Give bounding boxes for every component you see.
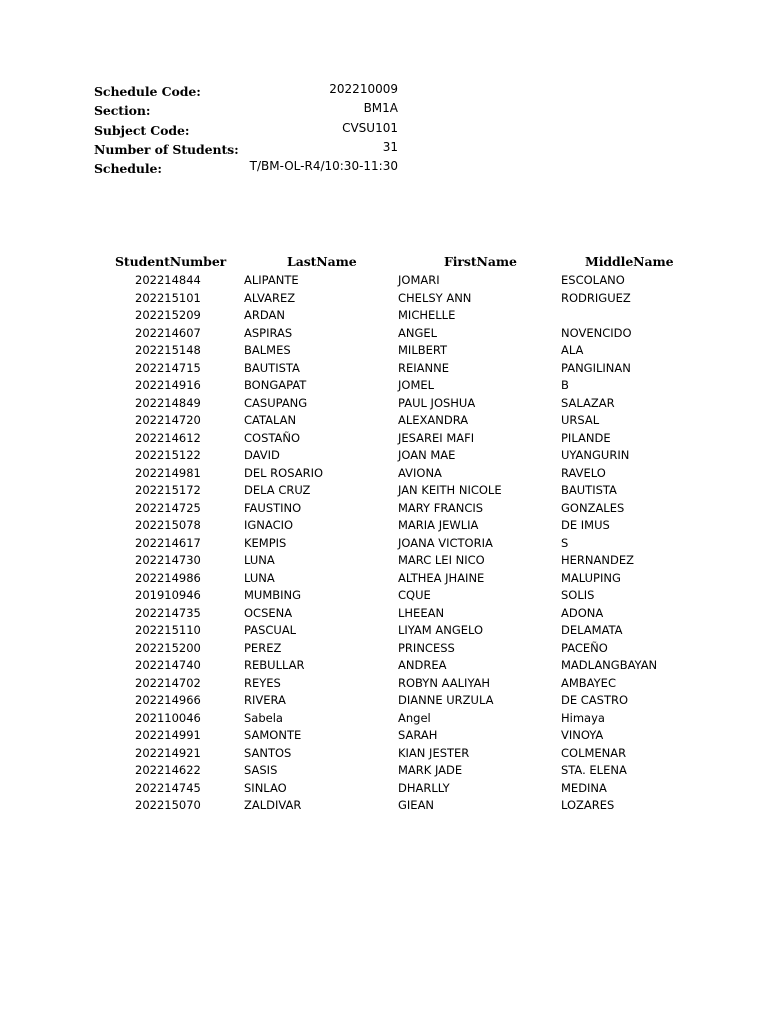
middle-name-cell: RAVELO [561, 465, 606, 480]
middle-name-cell: COLMENAR [561, 745, 627, 760]
last-name-cell: ZALDIVAR [244, 798, 302, 812]
table-row [0, 641, 768, 659]
last-name-cell: BONGAPAT [244, 378, 307, 392]
middle-name-cell: UYANGURIN [561, 448, 630, 462]
table-row [0, 623, 768, 641]
middle-name-cell: NOVENCIDO [561, 325, 632, 340]
middle-name-cell: DELAMATA [561, 623, 623, 637]
schedule-code-label: Schedule Code: [94, 84, 201, 99]
middle-name-cell: MEDINA [561, 780, 607, 795]
first-name-cell: JESAREI MAFI [398, 430, 475, 445]
middle-name-cell: RODRIGUEZ [561, 290, 631, 305]
first-name-cell: GIEAN [398, 798, 435, 812]
table-row [0, 588, 768, 606]
table-row [0, 273, 768, 291]
table-row [0, 606, 768, 624]
first-name-cell: MILBERT [398, 343, 448, 357]
student-number-cell: 202214735 [135, 605, 201, 620]
middle-name-cell: SALAZAR [561, 395, 615, 410]
last-name-cell: ARDAN [244, 308, 285, 322]
first-name-cell: MARC LEI NICO [398, 553, 485, 567]
first-name-cell: JOMEL [398, 378, 435, 392]
student-number-cell: 202214720 [135, 413, 201, 427]
student-number-cell: 202215148 [135, 343, 201, 357]
table-row [0, 693, 768, 711]
last-name-cell: SASIS [244, 763, 278, 777]
last-name-cell: LUNA [244, 570, 275, 585]
first-name-cell: CHELSY ANN [398, 290, 472, 305]
schedule-code-value: 202210009 [329, 82, 398, 96]
student-number-cell: 202214607 [135, 325, 201, 340]
schedule-label: Schedule: [94, 161, 162, 177]
table-row [0, 361, 768, 379]
first-name-cell: JOMARI [398, 273, 440, 287]
table-row [0, 553, 768, 571]
student-number-cell: 202214725 [135, 500, 201, 515]
student-number-cell: 201910946 [135, 588, 201, 602]
middle-name-cell: S [561, 535, 569, 550]
table-row [0, 378, 768, 396]
first-name-cell: LHEEAN [398, 605, 445, 620]
first-name-cell: MICHELLE [398, 308, 456, 322]
table-row [0, 781, 768, 799]
first-name-cell: JOANA VICTORIA [398, 535, 493, 550]
last-name-cell: SINLAO [244, 780, 287, 795]
first-name-cell: DHARLLY [398, 780, 450, 795]
student-roster-table [0, 254, 768, 816]
section-value: BM1A [363, 101, 398, 116]
table-row [0, 326, 768, 344]
first-name-cell: KIAN JESTER [398, 745, 470, 760]
last-name-cell: REBULLAR [244, 658, 305, 672]
middle-name-cell: PACEÑO [561, 640, 608, 655]
middle-name-cell: BAUTISTA [561, 483, 617, 497]
last-name-cell: DEL ROSARIO [244, 465, 324, 480]
student-number-cell: 202215209 [135, 308, 201, 322]
first-name-cell: PRINCESS [398, 640, 455, 655]
student-number-cell: 202214844 [135, 273, 201, 287]
table-row [0, 728, 768, 746]
student-number-cell: 202214981 [135, 465, 201, 480]
table-row [0, 798, 768, 816]
middle-name-cell: MALUPING [561, 570, 621, 585]
student-number-cell: 202215122 [135, 448, 201, 462]
table-row [0, 466, 768, 484]
table-row [0, 571, 768, 589]
first-name-cell: SARAH [398, 728, 438, 742]
middle-name-cell: SOLIS [561, 588, 595, 602]
table-row [0, 483, 768, 501]
student-number-cell: 202214921 [135, 745, 201, 760]
last-name-cell: LUNA [244, 553, 275, 567]
table-row [0, 518, 768, 536]
table-row [0, 291, 768, 309]
student-number-cell: 202215172 [135, 483, 201, 497]
student-number-cell: 202215070 [135, 798, 201, 812]
first-name-cell: ALEXANDRA [398, 413, 469, 427]
last-name-cell: BALMES [244, 343, 291, 357]
middle-name-cell: Himaya [561, 710, 605, 725]
last-name-cell: PASCUAL [244, 623, 297, 637]
table-header-row [0, 254, 768, 273]
table-row [0, 658, 768, 676]
last-name-cell: DAVID [244, 448, 280, 462]
number-of-students-label: Number of Students: [94, 141, 239, 157]
last-name-cell: CASUPANG [244, 395, 308, 410]
first-name-cell: CQUE [398, 588, 431, 602]
student-number-cell: 202214849 [135, 395, 201, 410]
table-row [0, 536, 768, 554]
middle-name-cell: DE CASTRO [561, 693, 629, 707]
table-row [0, 746, 768, 764]
first-name-cell: ANDREA [398, 658, 447, 672]
student-number-cell: 202214991 [135, 728, 201, 742]
first-name-cell: ALTHEA JHAINE [398, 570, 485, 585]
middle-name-cell: MADLANGBAYAN [561, 658, 658, 672]
student-number-cell: 202214730 [135, 553, 201, 567]
table-row [0, 343, 768, 361]
student-number-cell: 202110046 [135, 710, 201, 725]
middle-name-cell: STA. ELENA [561, 763, 627, 777]
first-name-cell: LIYAM ANGELO [398, 623, 484, 637]
middle-name-cell: PANGILINAN [561, 360, 631, 375]
last-name-cell: OCSENA [244, 605, 293, 620]
first-name-cell: ROBYN AALIYAH [398, 675, 491, 690]
schedule-value: T/BM-OL-R4/10:30-11:30 [249, 159, 398, 174]
last-name-cell: DELA CRUZ [244, 483, 311, 497]
last-name-cell: KEMPIS [244, 535, 287, 550]
first-name-cell: DIANNE URZULA [398, 693, 494, 707]
last-name-cell: FAUSTINO [244, 500, 302, 515]
middle-name-cell: B [561, 378, 569, 392]
middle-name-cell: HERNANDEZ [561, 553, 634, 567]
last-name-cell: ASPIRAS [244, 325, 293, 340]
first-name-cell: JOAN MAE [398, 448, 456, 462]
header-last-name: LastName [287, 254, 357, 269]
first-name-cell: AVIONA [398, 465, 442, 480]
last-name-cell: ALIPANTE [244, 273, 299, 287]
middle-name-cell: PILANDE [561, 430, 611, 445]
last-name-cell: REYES [244, 675, 281, 690]
first-name-cell: MARY FRANCIS [398, 500, 484, 515]
first-name-cell: Angel [398, 710, 431, 725]
student-number-cell: 202214916 [135, 378, 201, 392]
first-name-cell: ANGEL [398, 325, 438, 340]
subject-code-value: CVSU101 [342, 120, 398, 135]
middle-name-cell: DE IMUS [561, 518, 610, 532]
first-name-cell: REIANNE [398, 360, 449, 375]
student-number-cell: 202214986 [135, 570, 201, 585]
last-name-cell: PEREZ [244, 640, 282, 655]
first-name-cell: MARK JADE [398, 763, 463, 777]
subject-code-label: Subject Code: [94, 122, 190, 138]
header-middle-name: MiddleName [585, 254, 674, 269]
middle-name-cell: GONZALES [561, 500, 625, 515]
table-body [0, 273, 768, 816]
student-number-cell: 202214966 [135, 693, 201, 707]
first-name-cell: PAUL JOSHUA [398, 395, 476, 410]
middle-name-cell: AMBAYEC [561, 675, 616, 690]
header-first-name: FirstName [444, 254, 517, 269]
last-name-cell: SANTOS [244, 745, 292, 760]
student-number-cell: 202214702 [135, 675, 201, 690]
student-number-cell: 202215110 [135, 623, 201, 637]
student-number-cell: 202215200 [135, 640, 201, 655]
last-name-cell: COSTAÑO [244, 430, 301, 445]
middle-name-cell: VINOYA [561, 728, 604, 742]
student-number-cell: 202214740 [135, 658, 201, 672]
header-student-number: StudentNumber [115, 254, 227, 269]
table-row [0, 396, 768, 414]
last-name-cell: ALVAREZ [244, 290, 296, 305]
last-name-cell: CATALAN [244, 413, 297, 427]
table-row [0, 431, 768, 449]
student-number-cell: 202214715 [135, 360, 201, 375]
schedule-info [94, 82, 398, 178]
number-of-students-value: 31 [382, 139, 398, 154]
last-name-cell: MUMBING [244, 588, 302, 602]
table-row [0, 711, 768, 729]
table-row [0, 413, 768, 431]
last-name-cell: Sabela [244, 710, 283, 725]
table-row [0, 308, 768, 326]
student-number-cell: 202214745 [135, 780, 201, 795]
subject-code-row [94, 121, 398, 140]
student-number-cell: 202214617 [135, 535, 201, 550]
number-of-students-row [94, 140, 398, 159]
middle-name-cell: LOZARES [561, 798, 615, 812]
schedule-row [94, 159, 398, 178]
middle-name-cell: ALA [561, 343, 584, 357]
section-row [94, 101, 398, 120]
middle-name-cell: URSAL [561, 413, 600, 427]
table-row [0, 448, 768, 466]
first-name-cell: MARIA JEWLIA [398, 518, 479, 532]
last-name-cell: IGNACIO [244, 518, 294, 532]
last-name-cell: RIVERA [244, 693, 286, 707]
section-label: Section: [94, 103, 151, 119]
table-row [0, 676, 768, 694]
last-name-cell: BAUTISTA [244, 360, 300, 375]
middle-name-cell: ESCOLANO [561, 273, 625, 287]
schedule-code-row [94, 82, 398, 101]
table-row [0, 763, 768, 781]
middle-name-cell: ADONA [561, 605, 604, 620]
last-name-cell: SAMONTE [244, 728, 302, 742]
student-number-cell: 202215101 [135, 290, 201, 305]
student-number-cell: 202214612 [135, 430, 201, 445]
first-name-cell: JAN KEITH NICOLE [398, 483, 502, 497]
student-number-cell: 202214622 [135, 763, 201, 777]
table-row [0, 501, 768, 519]
student-number-cell: 202215078 [135, 518, 201, 532]
